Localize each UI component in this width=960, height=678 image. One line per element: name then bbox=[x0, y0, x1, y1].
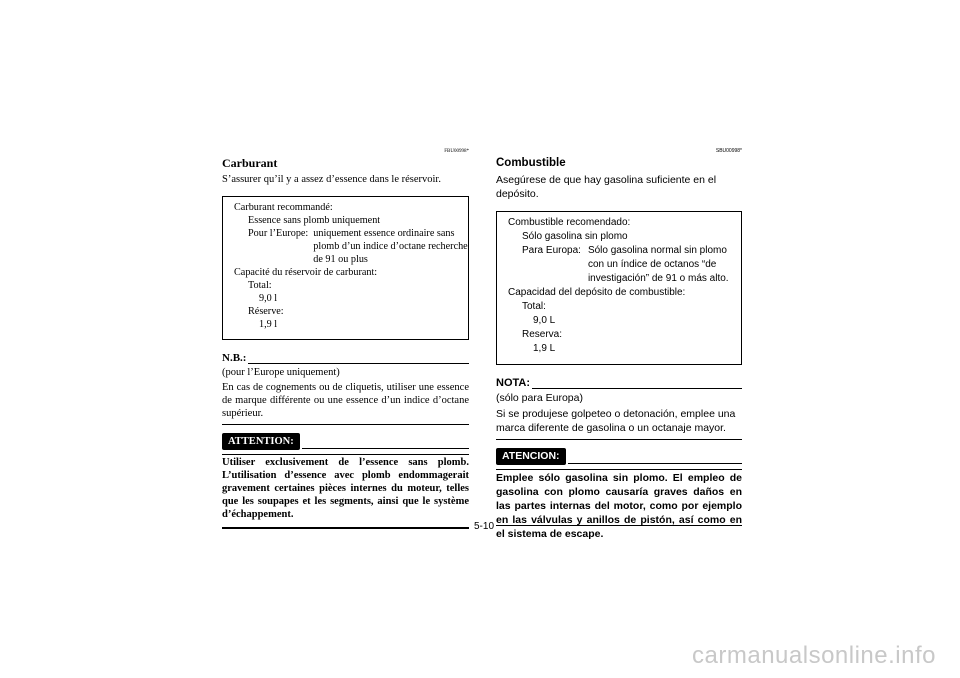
fuel-spec-box bbox=[222, 196, 469, 340]
note-end-rule bbox=[496, 439, 742, 440]
section-code: FBU00998* bbox=[444, 149, 469, 154]
europe-spec-row bbox=[223, 227, 468, 266]
total-label: Total: bbox=[248, 280, 272, 291]
note-text: Si se produjese golpeteo o detonación, emplee una marca diferente de gasolina o un octanaje mayor. bbox=[496, 408, 736, 434]
note-label: N.B.: bbox=[222, 352, 247, 364]
fuel-type: Essence sans plomb uniquement bbox=[248, 215, 381, 226]
note-text: En cas de cognements ou de cliquetis, utiliser une essence de marque différente ou une essence d’un indice d’octane supérieur. bbox=[222, 382, 469, 419]
europe-spec-value: Sólo gasolina normal sin plomo con un índice de octanos “de investigación” de 91 o más alto. bbox=[587, 245, 729, 284]
total-label: Total: bbox=[522, 301, 546, 312]
total-value: 9,0 l bbox=[259, 293, 278, 304]
french-column bbox=[222, 148, 469, 529]
section-heading: Carburant bbox=[222, 156, 278, 170]
warning-text: Emplee sólo gasolina sin plomo. El empleo de gasolina con plomo causaría graves daños en las partes internas del motor, como por ejemplo en las válvulas y anillos de pistón, así como en el sistema de escape. bbox=[496, 469, 742, 541]
europe-spec-value: uniquement essence ordinaire sans plomb d’un indice d’octane recherche de 91 ou plus bbox=[313, 228, 468, 265]
note-scope: (sólo para Europa) bbox=[496, 392, 583, 404]
total-value: 9,0 L bbox=[533, 315, 556, 326]
warning-rule bbox=[568, 463, 742, 464]
warning-header bbox=[496, 448, 742, 465]
warning-badge: ATENCION: bbox=[496, 448, 566, 465]
section-code: SBU00998* bbox=[715, 148, 742, 154]
warning-rule bbox=[302, 448, 469, 449]
note-end-rule bbox=[222, 424, 469, 425]
europe-spec-row bbox=[497, 244, 741, 286]
recommended-fuel-label: Combustible recomendado: bbox=[508, 217, 631, 228]
europe-spec-key: Para Europa: bbox=[522, 245, 581, 256]
warning-badge: ATTENTION: bbox=[222, 433, 300, 450]
reserve-label: Réserve: bbox=[248, 306, 284, 317]
note-rule bbox=[248, 355, 469, 364]
fuel-type: Sólo gasolina sin plomo bbox=[522, 231, 628, 242]
reserve-value: 1,9 l bbox=[259, 319, 278, 330]
intro-text: S’assurer qu’il y a assez d’essence dans le réservoir. bbox=[222, 174, 441, 185]
warning-text: Utiliser exclusivement de l’essence sans plomb. L’utilisation d’essence avec plomb endommagerait gravement certaines pièces internes du moteur, telles que les soupapes et les segments, ainsi que le système d’échappement. bbox=[222, 454, 469, 521]
reserve-value: 1,9 L bbox=[533, 343, 556, 354]
note-rule bbox=[532, 380, 742, 389]
site-watermark: carmanualsonline.info bbox=[692, 642, 936, 669]
europe-spec-key: Pour l’Europe: bbox=[248, 228, 309, 239]
intro-text: Asegúrese de que hay gasolina suficiente en el depósito. bbox=[496, 174, 717, 200]
section-heading: Combustible bbox=[496, 157, 566, 169]
warning-end-rule bbox=[222, 527, 469, 529]
note-scope: (pour l’Europe uniquement) bbox=[222, 367, 340, 378]
tank-capacity-label: Capacidad del depósito de combustible: bbox=[508, 287, 686, 298]
spanish-column bbox=[496, 148, 742, 541]
tank-capacity-label: Capacité du réservoir de carburant: bbox=[234, 267, 378, 278]
warning-header bbox=[222, 433, 469, 450]
recommended-fuel-label: Carburant recommandé: bbox=[234, 202, 333, 213]
note-header bbox=[222, 352, 469, 364]
page-number: 5-10 bbox=[474, 521, 495, 532]
reserve-label: Reserva: bbox=[522, 329, 563, 340]
note-label: NOTA: bbox=[496, 377, 531, 389]
fuel-spec-box bbox=[496, 211, 742, 365]
note-header bbox=[496, 377, 742, 389]
footer-rule bbox=[496, 525, 742, 526]
